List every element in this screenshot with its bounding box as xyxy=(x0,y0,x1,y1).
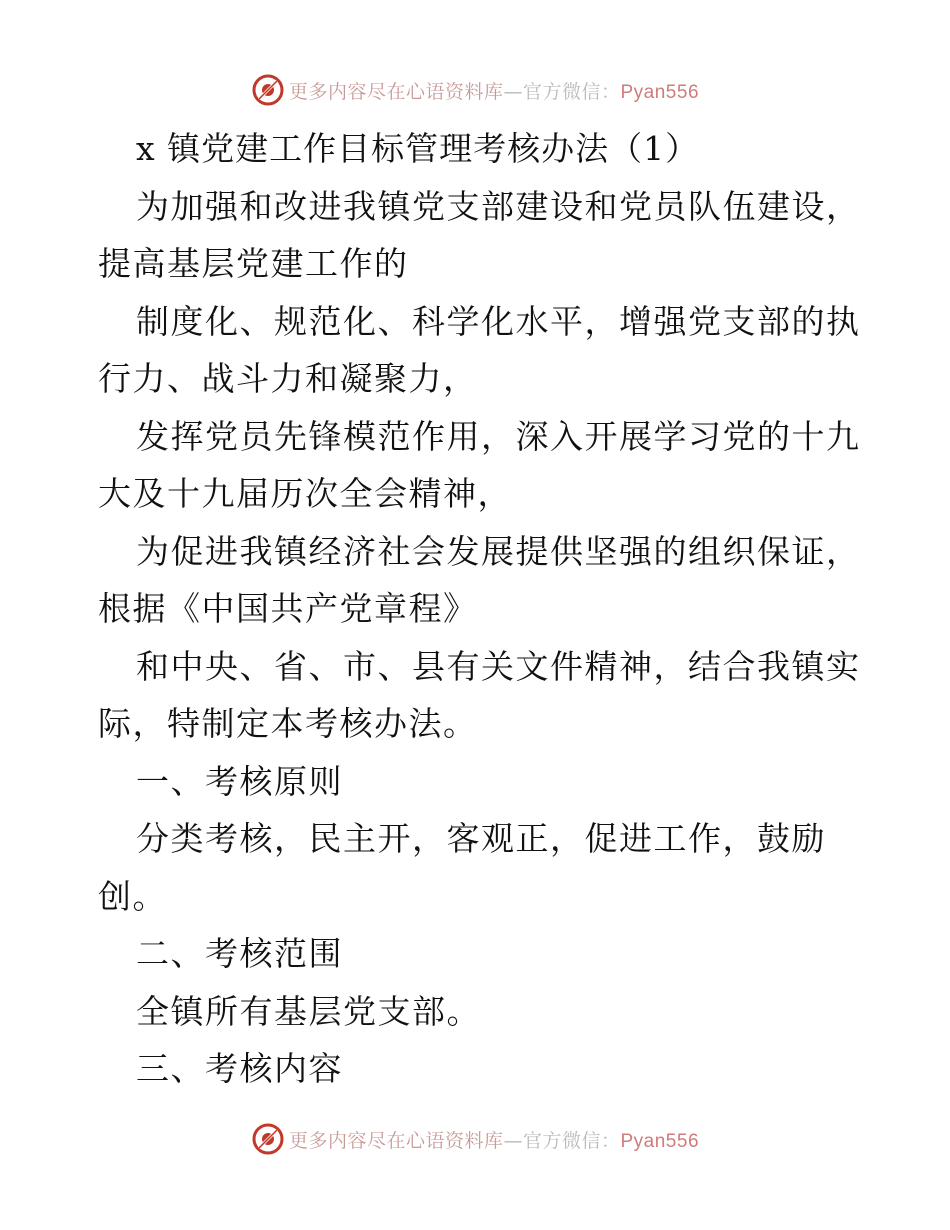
watermark-dash: — xyxy=(503,1129,523,1152)
text-line: 分类考核，民主开，客观正，促进工作，鼓励 xyxy=(136,819,826,858)
text-line: 制度化、规范化、科学化水平，增强党支部的执 xyxy=(136,301,861,341)
watermark-logo-icon xyxy=(251,1122,285,1156)
watermark-main-text: 更多内容尽在心语资料库 xyxy=(288,1129,504,1152)
text-line: 行力、战斗力和凝聚力， xyxy=(98,359,478,398)
watermark-text xyxy=(289,1126,699,1153)
watermark-id: Pyan556 xyxy=(620,1130,700,1152)
watermark-text xyxy=(289,77,699,104)
watermark-dash: — xyxy=(503,80,523,103)
watermark-id: Pyan556 xyxy=(620,81,700,103)
header-watermark xyxy=(0,72,950,108)
watermark-sub-text: 官方微信： xyxy=(522,80,621,103)
footer-watermark xyxy=(0,1121,950,1157)
text-line: 全镇所有基层党支部。 xyxy=(136,991,481,1031)
text-line: 一、考核原则 xyxy=(136,761,343,801)
text-line: 和中央、省、市、县有关文件精神，结合我镇实 xyxy=(136,646,861,686)
text-line: 大及十九届历次全会精神， xyxy=(98,474,512,513)
watermark-logo-icon xyxy=(251,73,285,107)
document-title: x 镇党建工作目标管理考核办法（1） xyxy=(136,129,700,168)
document-body xyxy=(98,120,861,1098)
text-line: 二、考核范围 xyxy=(136,934,343,973)
watermark-sub-text: 官方微信： xyxy=(522,1129,621,1152)
text-line: 际，特制定本考核办法。 xyxy=(98,704,478,743)
text-line: 根据《中国共产党章程》 xyxy=(98,589,478,628)
watermark-main-text: 更多内容尽在心语资料库 xyxy=(288,80,504,103)
text-line: 三、考核内容 xyxy=(136,1049,343,1088)
text-line: 创。 xyxy=(98,876,167,916)
text-line: 发挥党员先锋模范作用，深入开展学习党的十九 xyxy=(136,416,861,456)
text-line: 提高基层党建工作的 xyxy=(98,244,409,283)
text-line: 为促进我镇经济社会发展提供坚强的组织保证， xyxy=(136,531,861,571)
text-line: 为加强和改进我镇党支部建设和党员队伍建设， xyxy=(136,186,861,226)
